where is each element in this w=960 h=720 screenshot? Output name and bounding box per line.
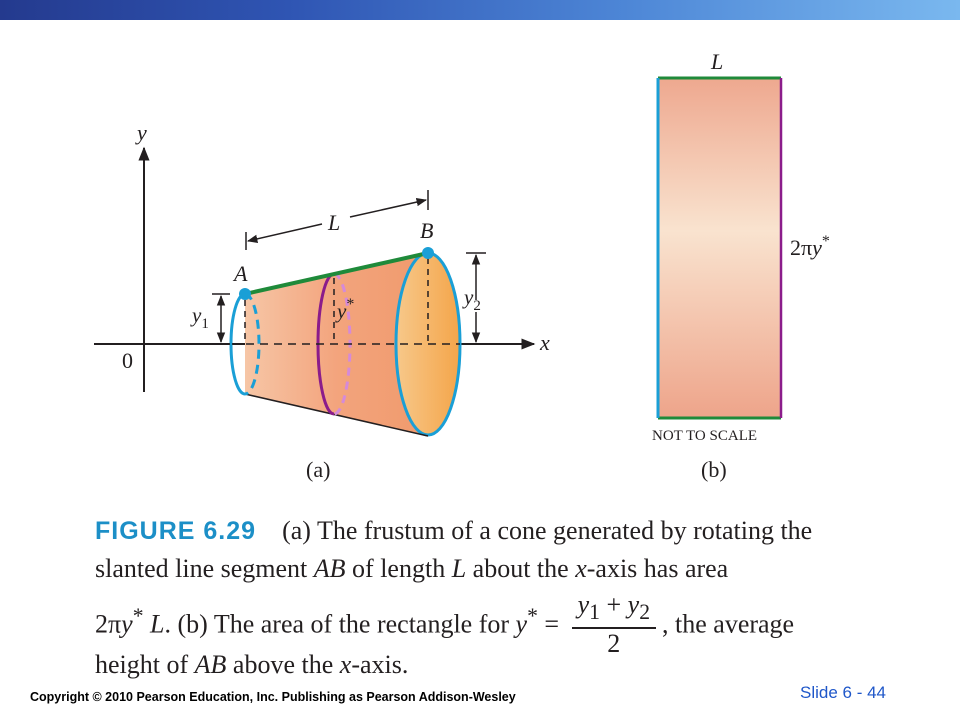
caption-math: y bbox=[121, 609, 133, 639]
caption-text: -axis has area bbox=[586, 554, 729, 583]
panel-a bbox=[94, 120, 550, 482]
length-label: L bbox=[328, 210, 341, 235]
panel-b bbox=[652, 49, 830, 482]
caption-math: y bbox=[577, 590, 590, 619]
origin-label: 0 bbox=[122, 348, 133, 373]
x-axis-label: x bbox=[540, 330, 550, 355]
figure-number: FIGURE 6.29 bbox=[95, 517, 257, 545]
figure-svg bbox=[0, 20, 960, 520]
caption-text: of length bbox=[345, 554, 452, 583]
not-to-scale-note: NOT TO SCALE bbox=[652, 428, 758, 444]
point-a-label: A bbox=[234, 261, 248, 286]
caption-math: y bbox=[627, 590, 640, 619]
point-a bbox=[239, 288, 251, 300]
title-bar-gradient bbox=[0, 0, 960, 20]
caption-math: * bbox=[132, 603, 144, 628]
figure-6-29 bbox=[0, 20, 960, 520]
caption-math: L bbox=[143, 609, 165, 639]
caption-text: -axis. bbox=[351, 650, 409, 679]
length-arrow-left bbox=[248, 224, 322, 241]
caption-text: 2π bbox=[95, 609, 122, 639]
caption-text: about the bbox=[466, 554, 576, 583]
caption-math: + bbox=[599, 590, 628, 619]
y-axis-label: y bbox=[137, 120, 147, 145]
caption-line-4 bbox=[95, 646, 895, 684]
rect-side-label: 2πy* bbox=[790, 233, 830, 260]
panel-a-label: (a) bbox=[306, 457, 331, 482]
caption-text-1: (a) The frustum of a cone generated by rotating the bbox=[282, 516, 813, 545]
caption-line-2 bbox=[95, 550, 895, 588]
caption-text: = bbox=[537, 609, 566, 639]
point-b-label: B bbox=[420, 218, 434, 243]
caption-math: y bbox=[515, 609, 528, 639]
panel-b-label: (b) bbox=[701, 457, 727, 482]
caption-math: * bbox=[527, 603, 538, 628]
caption-text: , the average bbox=[662, 609, 795, 639]
figure-caption bbox=[95, 512, 895, 679]
ystar-label: y* bbox=[337, 296, 355, 323]
caption-math: AB bbox=[313, 554, 346, 583]
caption-math: x bbox=[339, 650, 352, 679]
length-arrow-right bbox=[350, 200, 426, 217]
caption-line-1 bbox=[95, 512, 895, 550]
caption-math: 1 bbox=[589, 600, 600, 625]
fraction-numerator bbox=[572, 590, 656, 629]
caption-text: above the bbox=[226, 650, 340, 679]
caption-text: . (b) The area of the rectangle for bbox=[164, 609, 516, 639]
fraction-denominator: 2 bbox=[607, 629, 621, 659]
slide-number: Slide 6 - 44 bbox=[800, 683, 886, 702]
caption-math: 2 bbox=[639, 600, 651, 625]
unrolled-rectangle bbox=[658, 78, 781, 418]
caption-text: slanted line segment bbox=[95, 554, 314, 583]
rect-top-label: L bbox=[711, 49, 724, 74]
caption-math: AB bbox=[194, 650, 227, 679]
y1-label: $y_1$ bbox=[192, 303, 209, 332]
caption-math: L bbox=[451, 554, 467, 583]
y2-label: $y_2$ bbox=[464, 285, 481, 314]
copyright-notice: Copyright © 2010 Pearson Education, Inc. Publishing as Pearson Addison-Wesley bbox=[30, 690, 516, 704]
point-b bbox=[422, 247, 434, 259]
caption-text: height of bbox=[95, 650, 195, 679]
caption-line-3 bbox=[95, 590, 895, 659]
caption-math: x bbox=[575, 554, 587, 583]
